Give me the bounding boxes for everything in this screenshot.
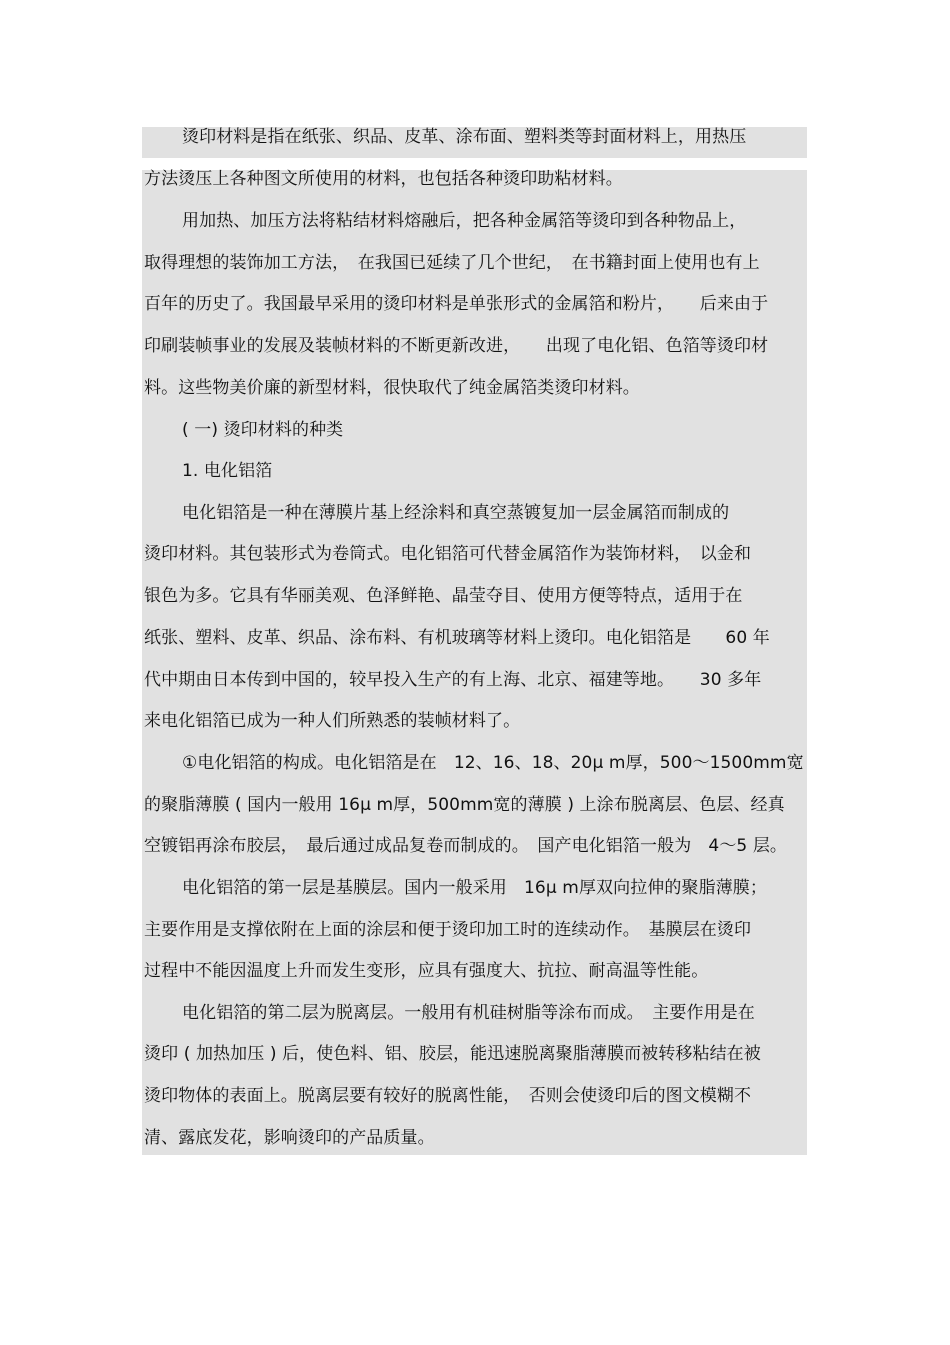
text-line: 方法烫压上各种图文所使用的材料，也包括各种烫印助粘材料。 xyxy=(144,169,623,189)
text-line: 来电化铝箔已成为一种人们所熟悉的装帧材料了。 xyxy=(144,711,521,731)
text-line: 烫印材料。其包装形式为卷筒式。电化铝箔可代替金属箔作为装饰材料， 以金和 xyxy=(144,544,752,564)
text-line: ①电化铝箔的构成。电化铝箔是在 12、16、18、20μ m厚，500～1500mm宽 xyxy=(182,753,804,773)
text-line: 主要作用是支撑依附在上面的涂层和便于烫印加工时的连续动作。 基膜层在烫印 xyxy=(144,920,752,940)
text-line: 清、露底发花，影响烫印的产品质量。 xyxy=(144,1128,435,1148)
text-line: 纸张、塑料、皮革、织品、涂布料、有机玻璃等材料上烫印。电化铝箔是 60 年 xyxy=(144,628,770,648)
text-line: 空镀铝再涂布胶层， 最后通过成品复卷而制成的。 国产电化铝箔一般为 4～5 层。 xyxy=(144,836,788,856)
text-line: 料。这些物美价廉的新型材料，很快取代了纯金属箔类烫印材料。 xyxy=(144,378,640,398)
text-line: 电化铝箔是一种在薄膜片基上经涂料和真空蒸镀复加一层金属箔而制成的 xyxy=(182,503,730,523)
text-line: 百年的历史了。我国最早采用的烫印材料是单张形式的金属箔和粉片， 后来由于 xyxy=(144,294,769,314)
text-line: 印刷装帧事业的发展及装帧材料的不断更新改进， 出现了电化铝、色箔等烫印材 xyxy=(144,336,769,356)
text-line: 银色为多。它具有华丽美观、色泽鲜艳、晶莹夺目、使用方便等特点，适用于在 xyxy=(144,586,743,606)
text-line: 烫印物体的表面上。脱离层要有较好的脱离性能， 否则会使烫印后的图文模糊不 xyxy=(144,1086,752,1106)
subsection-heading: 1. 电化铝箔 xyxy=(182,461,273,481)
text-line: 电化铝箔的第一层是基膜层。国内一般采用 16μ m厚双向拉伸的聚脂薄膜； xyxy=(182,878,768,898)
text-line: 用加热、加压方法将粘结材料熔融后，把各种金属箔等烫印到各种物品上， xyxy=(182,211,747,231)
text-line: 烫印材料是指在纸张、织品、皮革、涂布面、塑料类等封面材料上，用热压 xyxy=(182,127,747,147)
text-line: 取得理想的装饰加工方法， 在我国已延续了几个世纪， 在书籍封面上使用也有上 xyxy=(144,253,760,273)
text-line: 电化铝箔的第二层为脱离层。一般用有机硅树脂等涂布而成。 主要作用是在 xyxy=(182,1003,755,1023)
text-line: 代中期由日本传到中国的，较早投入生产的有上海、北京、福建等地。 30 多年 xyxy=(144,670,762,690)
section-heading: ( 一) 烫印材料的种类 xyxy=(182,420,344,440)
text-line: 烫印 ( 加热加压 ) 后，使色料、铝、胶层，能迅速脱离聚脂薄膜而被转移粘结在被 xyxy=(144,1044,761,1064)
text-line: 过程中不能因温度上升而发生变形，应具有强度大、抗拉、耐高温等性能。 xyxy=(144,961,709,981)
text-line: 的聚脂薄膜 ( 国内一般用 16μ m厚，500mm宽的薄膜 ) 上涂布脱离层、色层、经真 xyxy=(144,795,785,815)
